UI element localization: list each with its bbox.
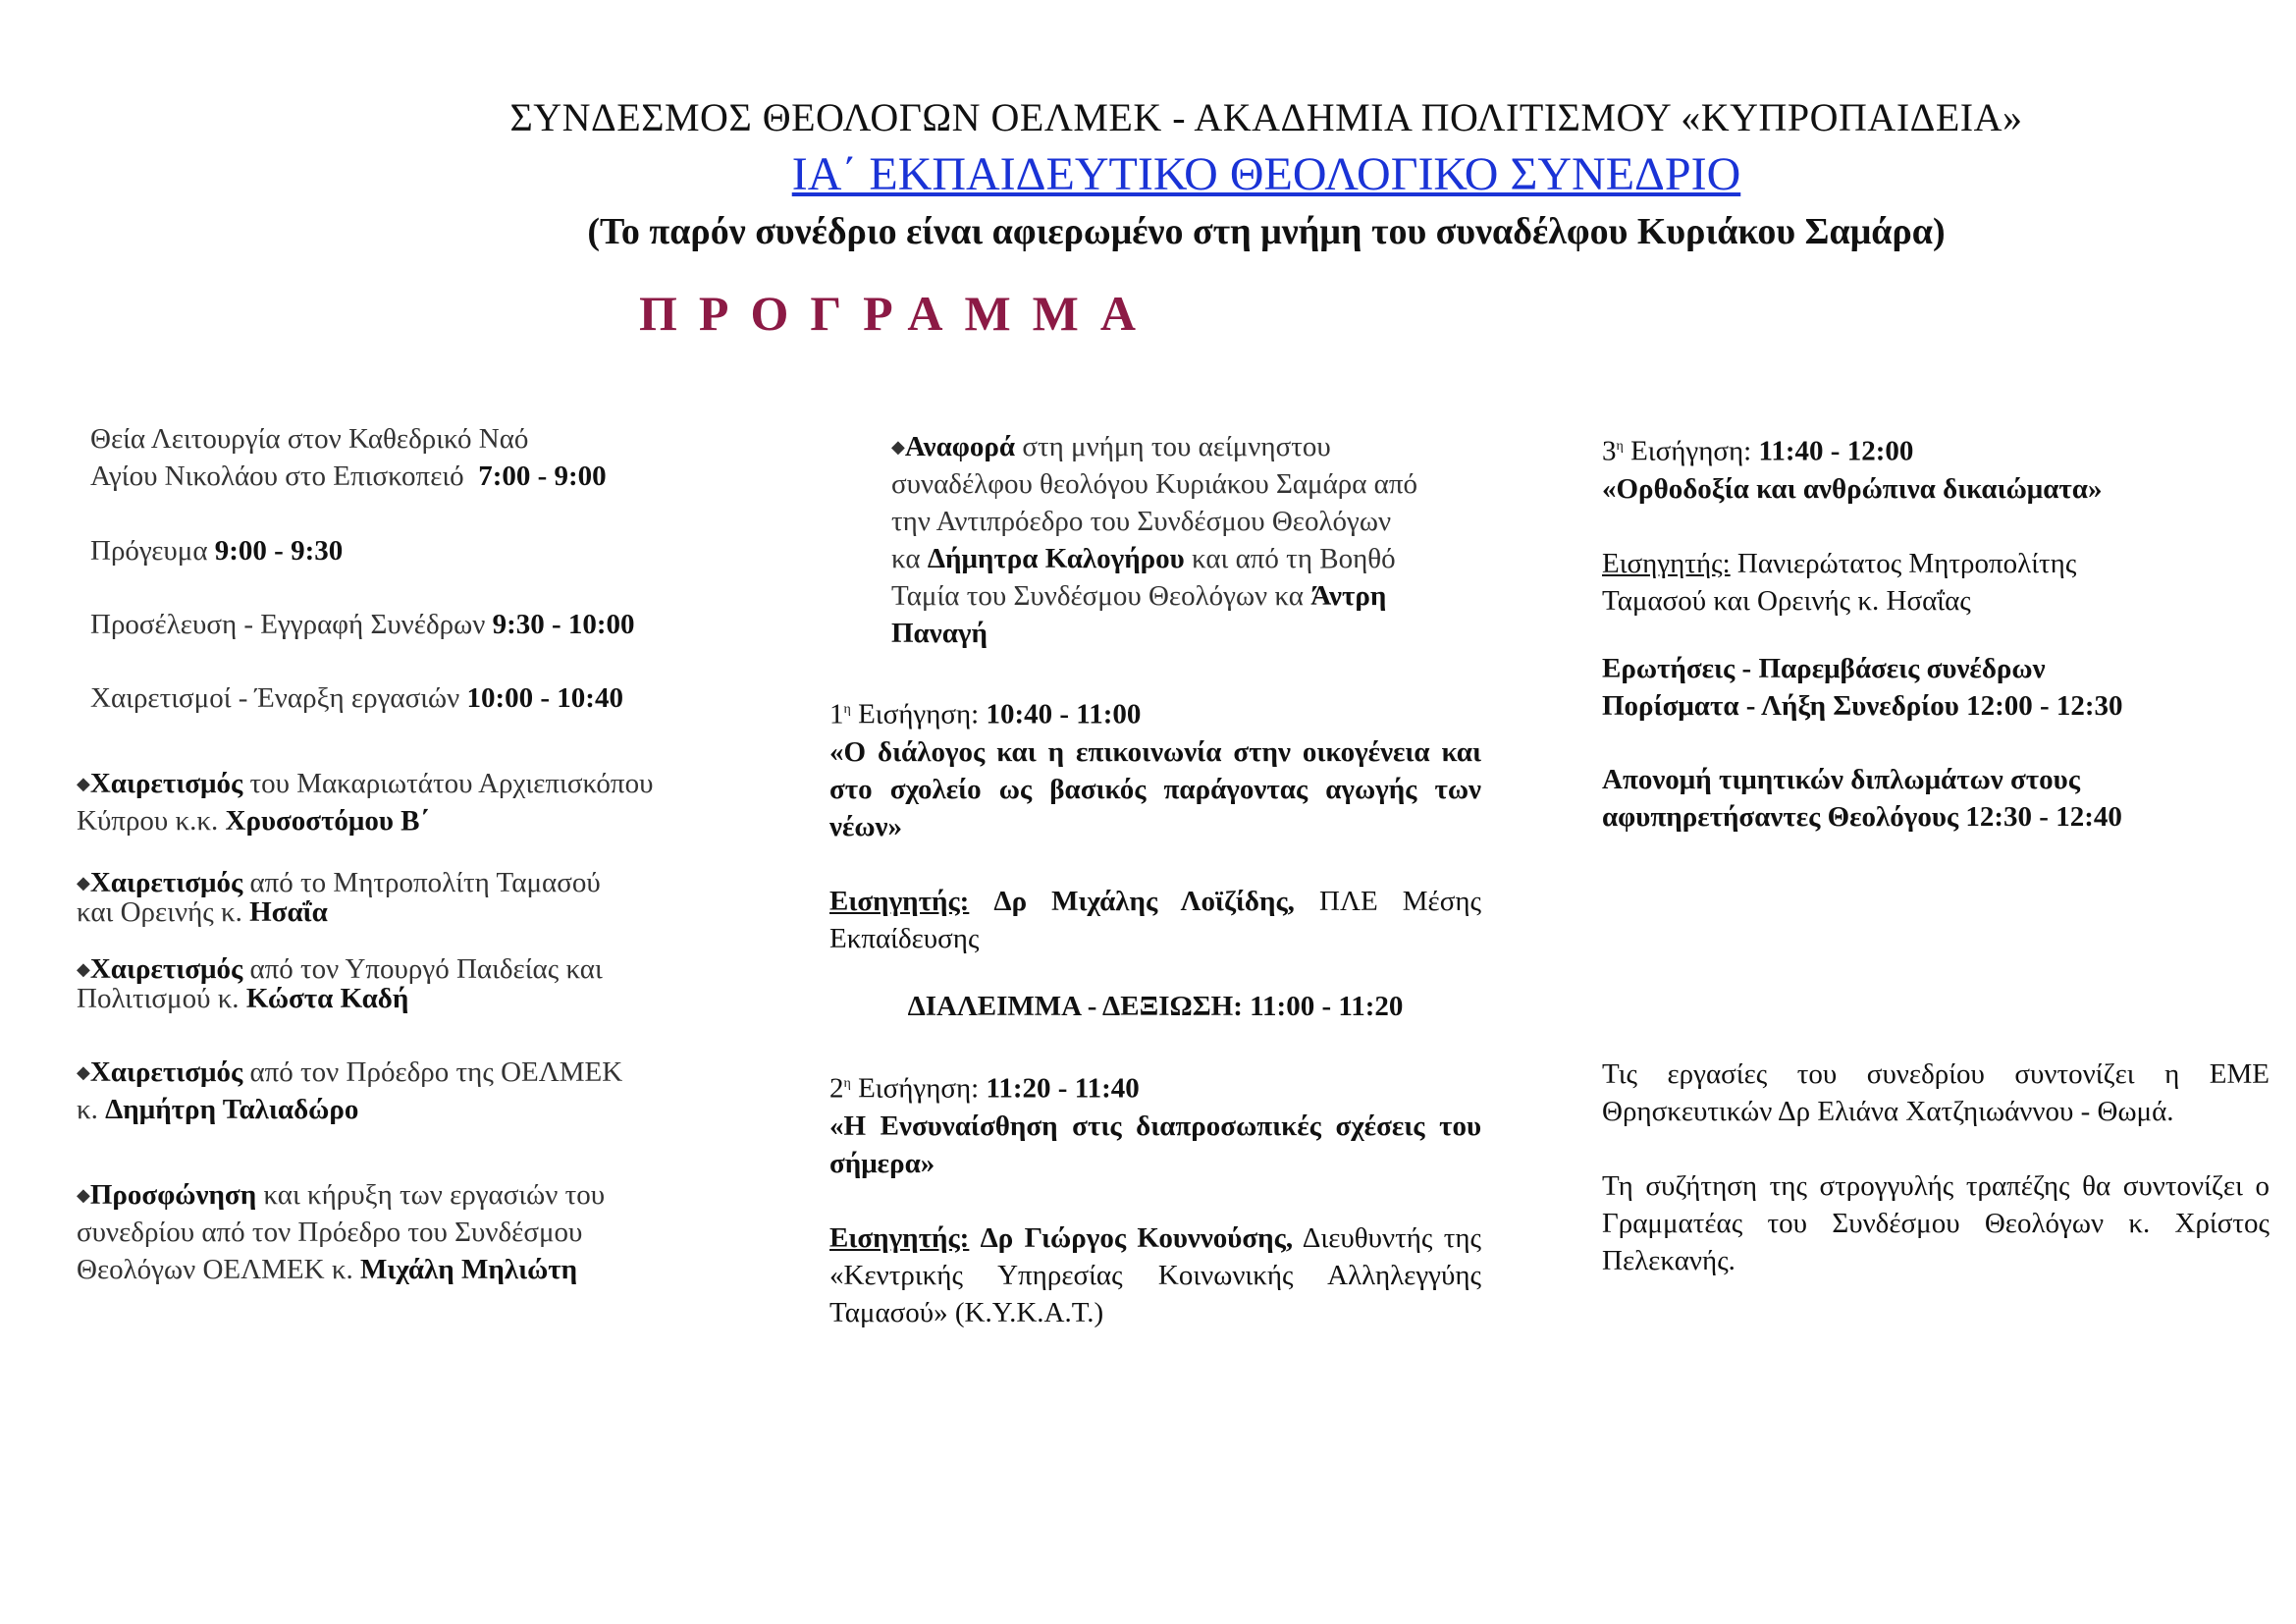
conference-title-link[interactable]: ΙΑ΄ ΕΚΠΑΙΔΕΥΤΙΚΟ ΘΕΟΛΟΓΙΚΟ ΣΥΝΕΔΡΙΟ — [791, 148, 1741, 200]
registration-item: Προσέλευση - Εγγραφή Συνέδρων 9:30 - 10:00 — [90, 609, 635, 640]
organizers-line: ΣΥΝΔΕΣΜΟΣ ΘΕΟΛΟΓΩΝ ΟΕΛΜΕΚ - ΑΚΑΔΗΜΙΑ ΠΟΛΙΤΙΣΜΟΥ «ΚΥΠΡΟΠΑΙΔΕΙΑ» — [509, 95, 2023, 139]
liturgy-item: Θεία Λειτουργία στον Καθεδρικό Ναό Αγίου Νικολάου στο Επισκοπειό 7:00 - 9:00 — [90, 423, 607, 492]
diamond-bullet-icon: ◆ — [77, 1185, 90, 1205]
breakfast-item: Πρόγευμα 9:00 - 9:30 — [90, 535, 344, 567]
diamond-bullet-icon: ◆ — [77, 873, 90, 893]
break-item: ΔΙΑΛΕΙΜΜΑ - ΔΕΞΙΩΣΗ: 11:00 - 11:20 — [907, 991, 1404, 1022]
session-1-title: «Ο διάλογος και η επικοινωνία στην οικογένεια και στο σχολείο ως βασικός παράγοντας αγωγής των νέων» — [829, 735, 1481, 842]
greetings-item: Χαιρετισμοί - Έναρξη εργασιών 10:00 - 10:40 — [90, 682, 623, 714]
questions-closing: Ερωτήσεις - Παρεμβάσεις συνέδρων Πορίσματα - Λήξη Συνεδρίου 12:00 - 12:30 — [1602, 653, 2123, 722]
session-3: $3^\eta$ Εισήγηση: 11:40 - 12:00 «Ορθοδοξία και ανθρώπινα δικαιώματα» Εισηγητής: Πανιερώτατος Μητροπολίτης Ταμασού και Ορεινής κ. Ησαΐας — [1602, 428, 2269, 620]
greeting-metropolitan: ◆Χαιρετισμός από το Μητροπολίτη Ταμασού και Ορεινής κ. Ησαΐα — [77, 867, 601, 928]
program-heading: ΠΡΟΓΡΑΜΜΑ — [639, 286, 1157, 341]
awards-item: Απονομή τιμητικών διπλωμάτων στους αφυπηρετήσαντες Θεολόγους 12:30 - 12:40 — [1602, 764, 2122, 833]
memorial-reference: ◆Αναφορά στη μνήμη του αείμνηστου συναδέλφου θεολόγου Κυριάκου Σαμάρα από την Αντιπρόεδρο του Συνδέσμου Θεολόγων κα Δήμητρα Καλογήρου και από τη Βοηθό Ταμία του Συνδέσμου Θεολόγων κα Άντρη Παναγή — [891, 431, 1418, 649]
session-1: $1^\eta$ Εισήγηση: 10:40 - 11:00 «Ο διάλογος και η επικοινωνία στην οικογένεια και στο σχολείο ως βασικός παράγοντας αγωγής των νέων» Εισηγητής: Δρ Μιχάλης Λοϊζίδης, ΠΛΕ Μέσης Εκπαίδευσης — [829, 698, 1481, 954]
greeting-archbishop: ◆Χαιρετισμός του Μακαριωτάτου Αρχιεπισκόπου Κύπρου κ.κ. Χρυσοστόμου Β΄ — [77, 768, 654, 837]
dedication-line: (Το παρόν συνέδριο είναι αφιερωμένο στη μνήμη του συναδέλφου Κυριάκου Σαμάρα) — [587, 211, 1946, 252]
greeting-oelmek-president: ◆Χαιρετισμός από τον Πρόεδρο της ΟΕΛΜΕΚ κ. Δημήτρη Ταλιαδώρο — [77, 1056, 623, 1125]
coordinator-note: Τις εργασίες του συνεδρίου συντονίζει η ΕΜΕ Θρησκευτικών Δρ Ελιάνα Χατζηιωάννου - Θωμά. — [1602, 1058, 2269, 1127]
diamond-bullet-icon: ◆ — [77, 1062, 90, 1082]
diamond-bullet-icon: ◆ — [891, 437, 905, 457]
greeting-minister: ◆Χαιρετισμός από τον Υπουργό Παιδείας και Πολιτισμού κ. Κώστα Καδή — [77, 953, 603, 1014]
opening-address: ◆Προσφώνηση και κήρυξη των εργασιών του συνεδρίου από τον Πρόεδρο του Συνδέσμου Θεολόγων ΟΕΛΜΕΚ κ. Μιχάλη Μηλιώτη — [77, 1179, 606, 1285]
roundtable-note: Τη συζήτηση της στρογγυλής τραπέζης θα συντονίζει ο Γραμματέας του Συνδέσμου Θεολόγων κ. Χρίστος Πελεκανής. — [1602, 1170, 2269, 1276]
session-2: $2^\eta$ Εισήγηση: 11:20 - 11:40 «Η Ενσυναίσθηση στις διαπροσωπικές σχέσεις του σήμερα» Εισηγητής: Δρ Γιώργος Κουννούσης, Διευθυντής της «Κεντρικής Υπηρεσίας Κοινωνικής Αλληλεγγύης Ταμασού» (Κ.Υ.Κ.Α.Τ.) — [829, 1072, 1481, 1328]
session-2-title: «Η Ενσυναίσθηση στις διαπροσωπικές σχέσεις του σήμερα» — [829, 1110, 1481, 1179]
diamond-bullet-icon: ◆ — [77, 959, 90, 979]
session-3-title: «Ορθοδοξία και ανθρώπινα δικαιώματα» — [1602, 472, 2103, 505]
diamond-bullet-icon: ◆ — [77, 774, 90, 793]
